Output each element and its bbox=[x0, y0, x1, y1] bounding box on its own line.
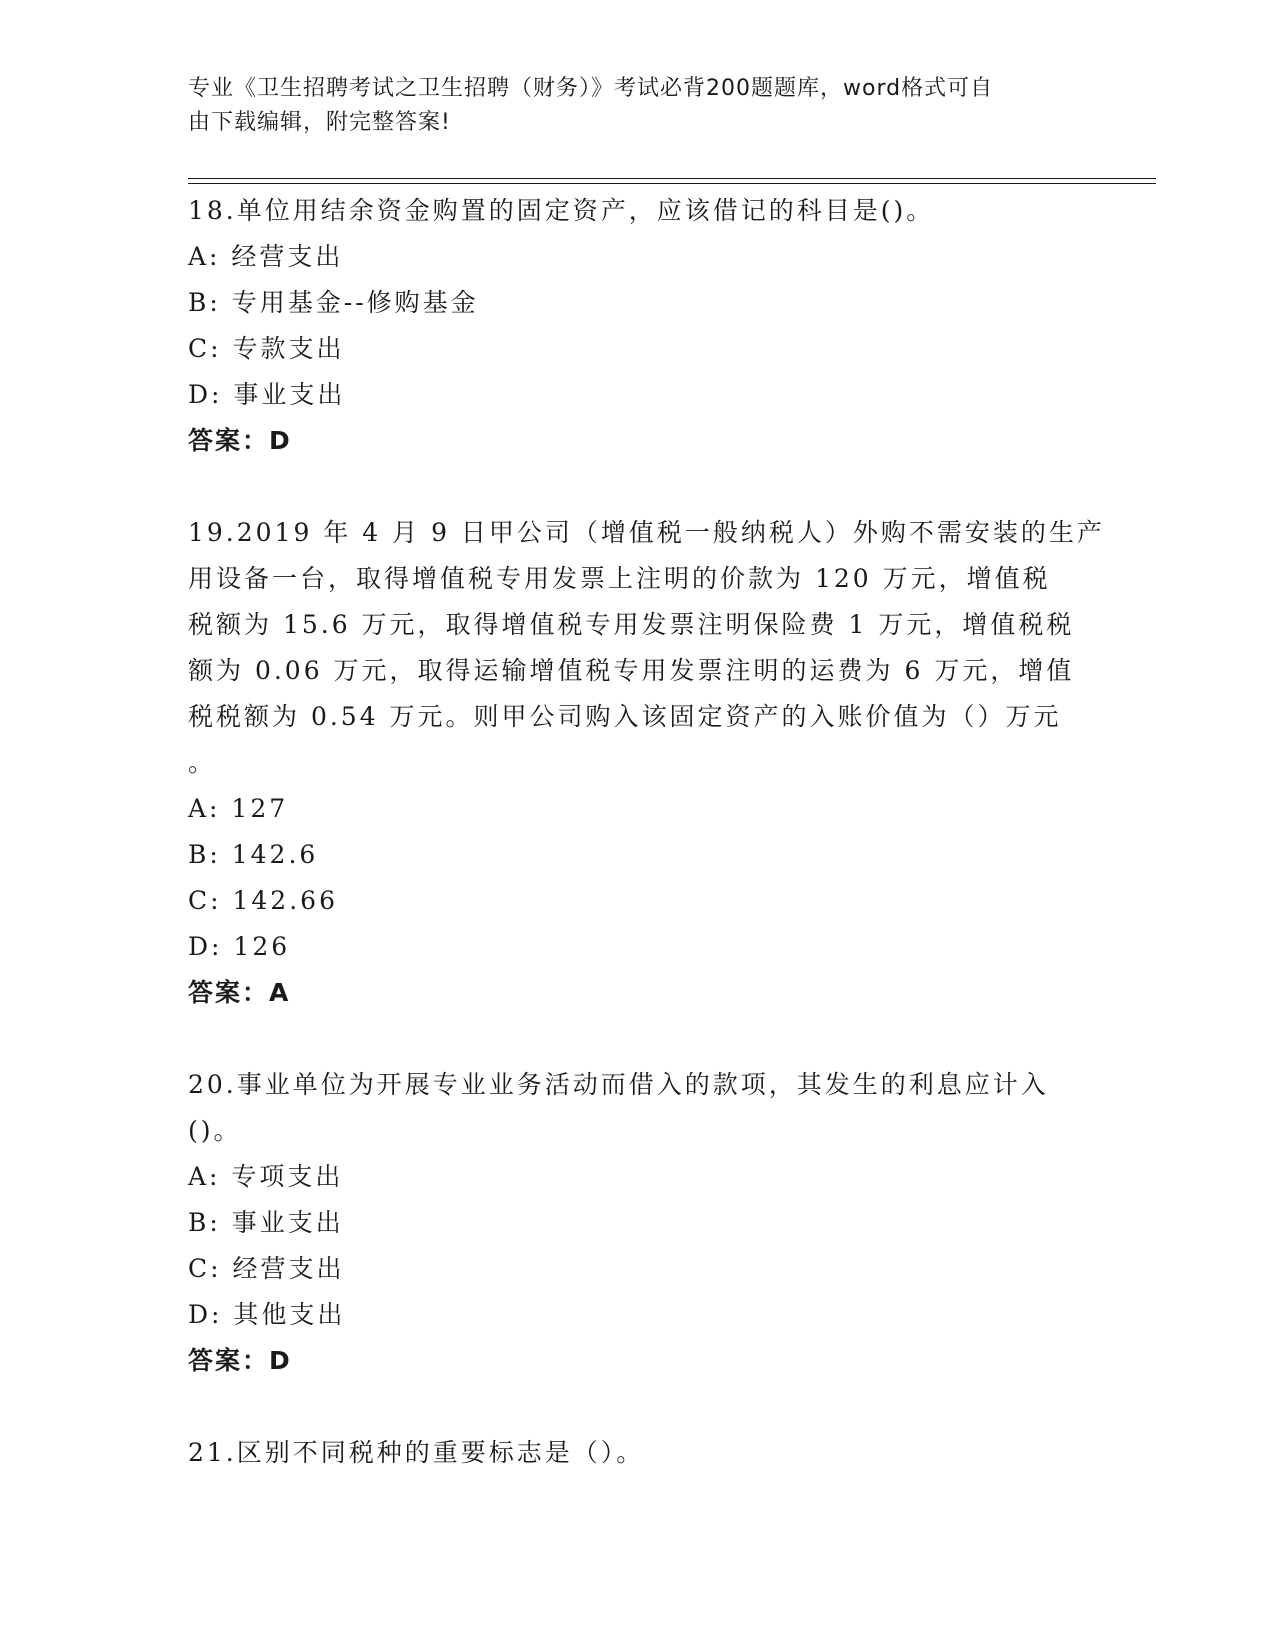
question-stem-line-3: 税额为 15.6 万元，取得增值税专用发票注明保险费 1 万元，增值税税 bbox=[188, 610, 1075, 639]
answer: 答案：D bbox=[188, 426, 292, 455]
option-a: A: 专项支出 bbox=[188, 1162, 344, 1191]
question-stem-line-6: 。 bbox=[188, 748, 217, 777]
question-stem: 18.单位用结余资金购置的固定资产，应该借记的科目是()。 bbox=[188, 196, 935, 225]
option-c: C: 经营支出 bbox=[188, 1254, 345, 1283]
question-stem-line-2: ()。 bbox=[188, 1116, 242, 1145]
spacer bbox=[188, 464, 1088, 510]
question-20 bbox=[188, 1062, 1088, 1384]
question-stem-line-2: 用设备一台，取得增值税专用发票上注明的价款为 120 万元，增值税 bbox=[188, 564, 1051, 593]
answer: 答案：A bbox=[188, 978, 291, 1007]
option-d: D: 事业支出 bbox=[188, 380, 346, 409]
header-line-2: 由下载编辑，附完整答案! bbox=[188, 110, 451, 135]
option-b: B: 142.6 bbox=[188, 840, 319, 869]
question-list bbox=[188, 188, 1105, 1476]
question-18 bbox=[188, 188, 1088, 464]
question-stem-line-1: 20.事业单位为开展专业业务活动而借入的款项，其发生的利息应计入 bbox=[188, 1070, 1049, 1099]
option-b: B: 事业支出 bbox=[188, 1208, 344, 1237]
question-stem-line-4: 额为 0.06 万元，取得运输增值税专用发票注明的运费为 6 万元，增值 bbox=[188, 656, 1075, 685]
header-rule-top bbox=[188, 178, 1156, 179]
option-a: A: 经营支出 bbox=[188, 242, 344, 271]
question-stem-line-5: 税税额为 0.54 万元。则甲公司购入该固定资产的入账价值为（）万元 bbox=[188, 702, 1062, 731]
document-header bbox=[188, 72, 1068, 140]
option-c: C: 专款支出 bbox=[188, 334, 345, 363]
question-stem-line-1: 19.2019 年 4 月 9 日甲公司（增值税一般纳税人）外购不需安装的生产 bbox=[188, 518, 1105, 547]
question-19 bbox=[188, 510, 1105, 1016]
header-rule-bottom bbox=[188, 183, 1156, 184]
option-d: D: 其他支出 bbox=[188, 1300, 346, 1329]
question-21 bbox=[188, 1430, 1088, 1476]
option-d: D: 126 bbox=[188, 932, 291, 961]
header-line-1: 专业《卫生招聘考试之卫生招聘（财务）》考试必背200题题库，word格式可自 bbox=[188, 76, 994, 101]
answer: 答案：D bbox=[188, 1346, 292, 1375]
spacer bbox=[188, 1384, 1088, 1430]
spacer bbox=[188, 1016, 1088, 1062]
option-a: A: 127 bbox=[188, 794, 289, 823]
option-c: C: 142.66 bbox=[188, 886, 338, 915]
question-stem: 21.区别不同税种的重要标志是（）。 bbox=[188, 1438, 645, 1467]
option-b: B: 专用基金--修购基金 bbox=[188, 288, 479, 317]
